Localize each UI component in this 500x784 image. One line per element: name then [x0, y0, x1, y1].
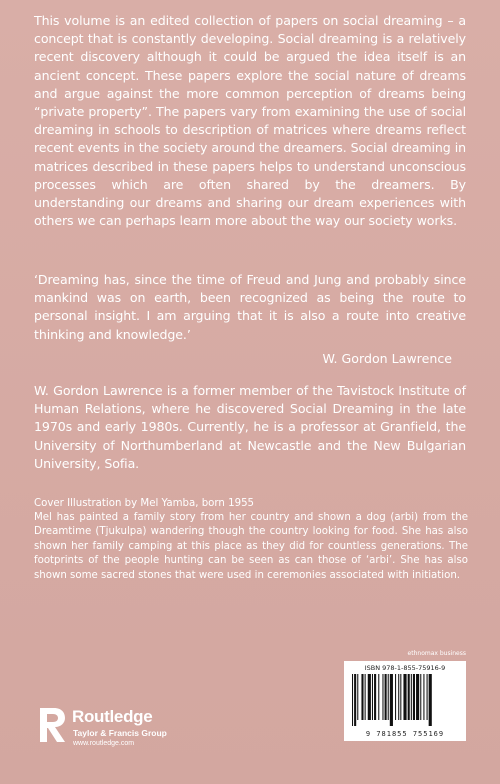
barcode-digits: 9 781855 755169 [365, 730, 445, 738]
barcode-icon [352, 674, 458, 726]
author-bio: W. Gordon Lawrence is a former member of the Tavistock Institute of Human Relations, where he discovered Social Dreaming in the late 1970s and early 1980s. Currently, he is a professor at Granfield, the University of Northumberland at Newcastle and the New Bulgarian University, Sofia. [34, 383, 466, 471]
isbn-barcode [344, 661, 466, 741]
cover-illustration-description: Mel has painted a family story from her country and shown a dog (arbi) from the Dreamtime (Tjukulpa) wandering though the country looking for food. She has also shown her family camping at this place as they did for countless generations. The footprints of the people hunting can be seen as can those of ‘arbi’. She has also shown some sacred stones that were used in ceremonies associated with initiation. [34, 512, 468, 581]
author-quote: ‘Dreaming has, since the time of Freud and Jung and probably since mankind was on earth, been recognized as being the route to personal insight. I am arguing that it is also a route into creative thinking and knowledge.’ [34, 272, 466, 342]
cover-illustration-credit: Cover Illustration by Mel Yamba, born 1955 [34, 498, 255, 509]
subject-category: ethnomax business [407, 650, 466, 657]
publisher-group: Taylor & Francis Group [73, 728, 167, 738]
routledge-logo-icon [38, 708, 66, 742]
book-description: This volume is an edited collection of papers on social dreaming – a concept that is constantly developing. Social dreaming is a relatively recent discovery although it could be argued the idea itself is an ancient concept. These papers explore the social nature of dreams and argue against the more common perception of dreams being “private property”. The papers vary from examining the use of social dreaming in schools to description of matrices where dreams reflect recent events in the society around the dreamers. Social dreaming in matrices described in these papers helps to understand unconscious processes which are often shared by the dreamers. By understanding our dreams and sharing our dream experiences with others we can perhaps learn more about the way our society works. [34, 13, 466, 229]
publisher-url: www.routledge.com [73, 740, 135, 747]
quote-attribution: W. Gordon Lawrence [322, 351, 452, 366]
isbn-label: ISBN 978-1-855-75916-9 [364, 664, 446, 672]
publisher-name: Routledge [72, 707, 153, 726]
